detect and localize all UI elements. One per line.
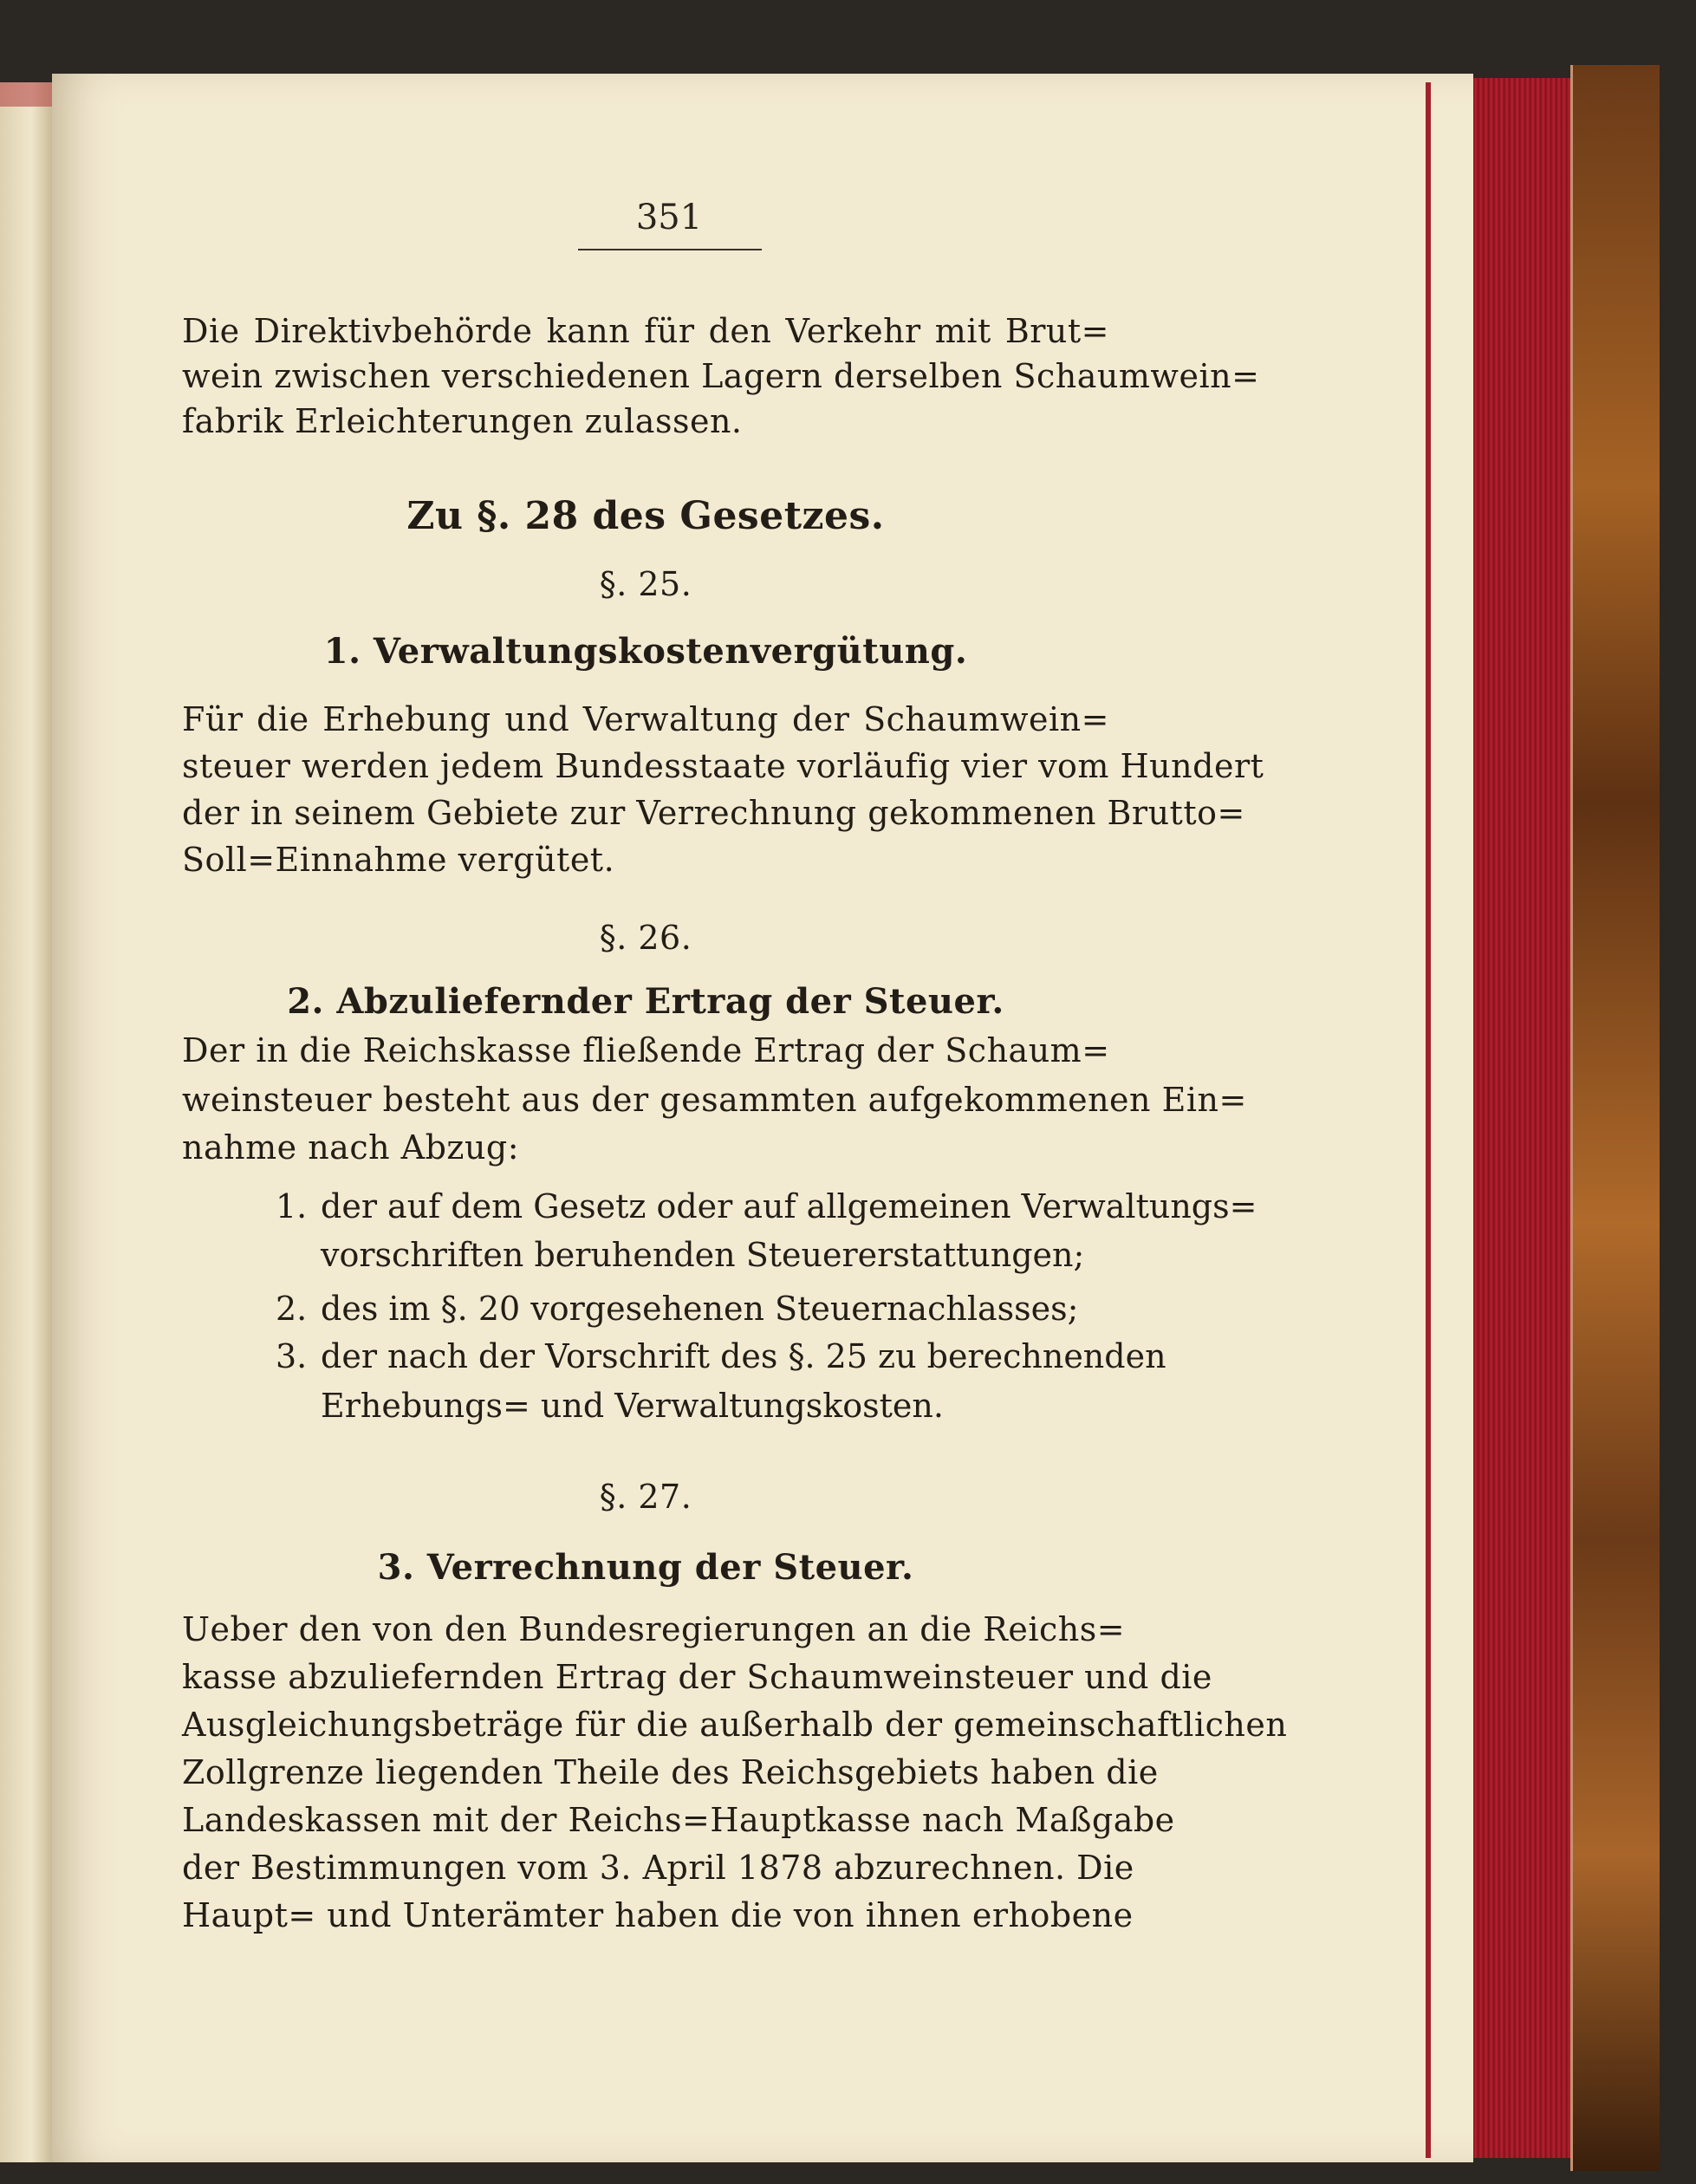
text-line: Soll=Einnahme vergütet. — [182, 841, 615, 879]
section-number: §. 26. — [599, 919, 692, 957]
section-number: §. 27. — [599, 1478, 692, 1516]
text-line: Der in die Reichskasse fließende Ertrag der Schaum= — [182, 1031, 1110, 1069]
text-line: Für die Erhebung und Verwaltung der Schaumwein= — [182, 700, 1109, 738]
list-item: der nach der Vorschrift des §. 25 zu berechnenden — [321, 1337, 1166, 1375]
list-item-number: 3. — [276, 1337, 308, 1375]
list-item-number: 2. — [276, 1290, 308, 1328]
text-line: Haupt= und Unterämter haben die von ihnen erhobene — [182, 1896, 1134, 1934]
text-line: kasse abzuliefernden Ertrag der Schaumweinsteuer und die — [182, 1658, 1212, 1696]
list-item: der auf dem Gesetz oder auf allgemeinen Verwaltungs= — [321, 1187, 1257, 1225]
header-rule — [578, 249, 762, 250]
list-item: des im §. 20 vorgesehenen Steuernachlasses; — [321, 1290, 1079, 1328]
list-item: vorschriften beruhenden Steuererstattungen; — [321, 1236, 1085, 1274]
text-line: fabrik Erleichterungen zulassen. — [182, 402, 743, 440]
list-item: Erhebungs= und Verwaltungskosten. — [321, 1387, 944, 1425]
text-line: Die Direktivbehörde kann für den Verkehr mit Brut= — [182, 312, 1109, 350]
page-red-edge — [1426, 82, 1431, 2158]
list-item-number: 1. — [276, 1187, 308, 1225]
text-line: der in seinem Gebiete zur Verrechnung gekommenen Brutto= — [182, 794, 1245, 832]
text-line: der Bestimmungen vom 3. April 1878 abzurechnen. Die — [182, 1849, 1134, 1887]
text-line: wein zwischen verschiedenen Lagern derselben Schaumwein= — [182, 357, 1260, 395]
page-number: 351 — [635, 198, 703, 237]
text-line: Ausgleichungsbeträge für die außerhalb der gemeinschaftlichen — [182, 1706, 1288, 1744]
text-line: Landeskassen mit der Reichs=Hauptkasse nach Maßgabe — [182, 1801, 1175, 1839]
red-fore-edge — [1473, 78, 1573, 2158]
marbled-cover — [1573, 65, 1660, 2171]
section-title: 3. Verrechnung der Steuer. — [377, 1547, 914, 1588]
text-line: nahme nach Abzug: — [182, 1128, 520, 1167]
section-title: 2. Abzuliefernder Ertrag der Steuer. — [287, 981, 1004, 1022]
text-line: steuer werden jedem Bundesstaate vorläufig vier vom Hundert — [182, 747, 1264, 785]
text-line: Ueber den von den Bundesregierungen an die Reichs= — [182, 1610, 1126, 1648]
text-line: Zollgrenze liegenden Theile des Reichsgebiets haben die — [182, 1753, 1159, 1791]
left-page-edge — [0, 82, 54, 2162]
section-title: 1. Verwaltungskostenvergütung. — [323, 631, 968, 672]
text-line: weinsteuer besteht aus der gesammten aufgekommenen Ein= — [182, 1081, 1247, 1119]
section-number: §. 25. — [599, 565, 692, 603]
law-heading: Zu §. 28 des Gesetzes. — [406, 494, 885, 538]
